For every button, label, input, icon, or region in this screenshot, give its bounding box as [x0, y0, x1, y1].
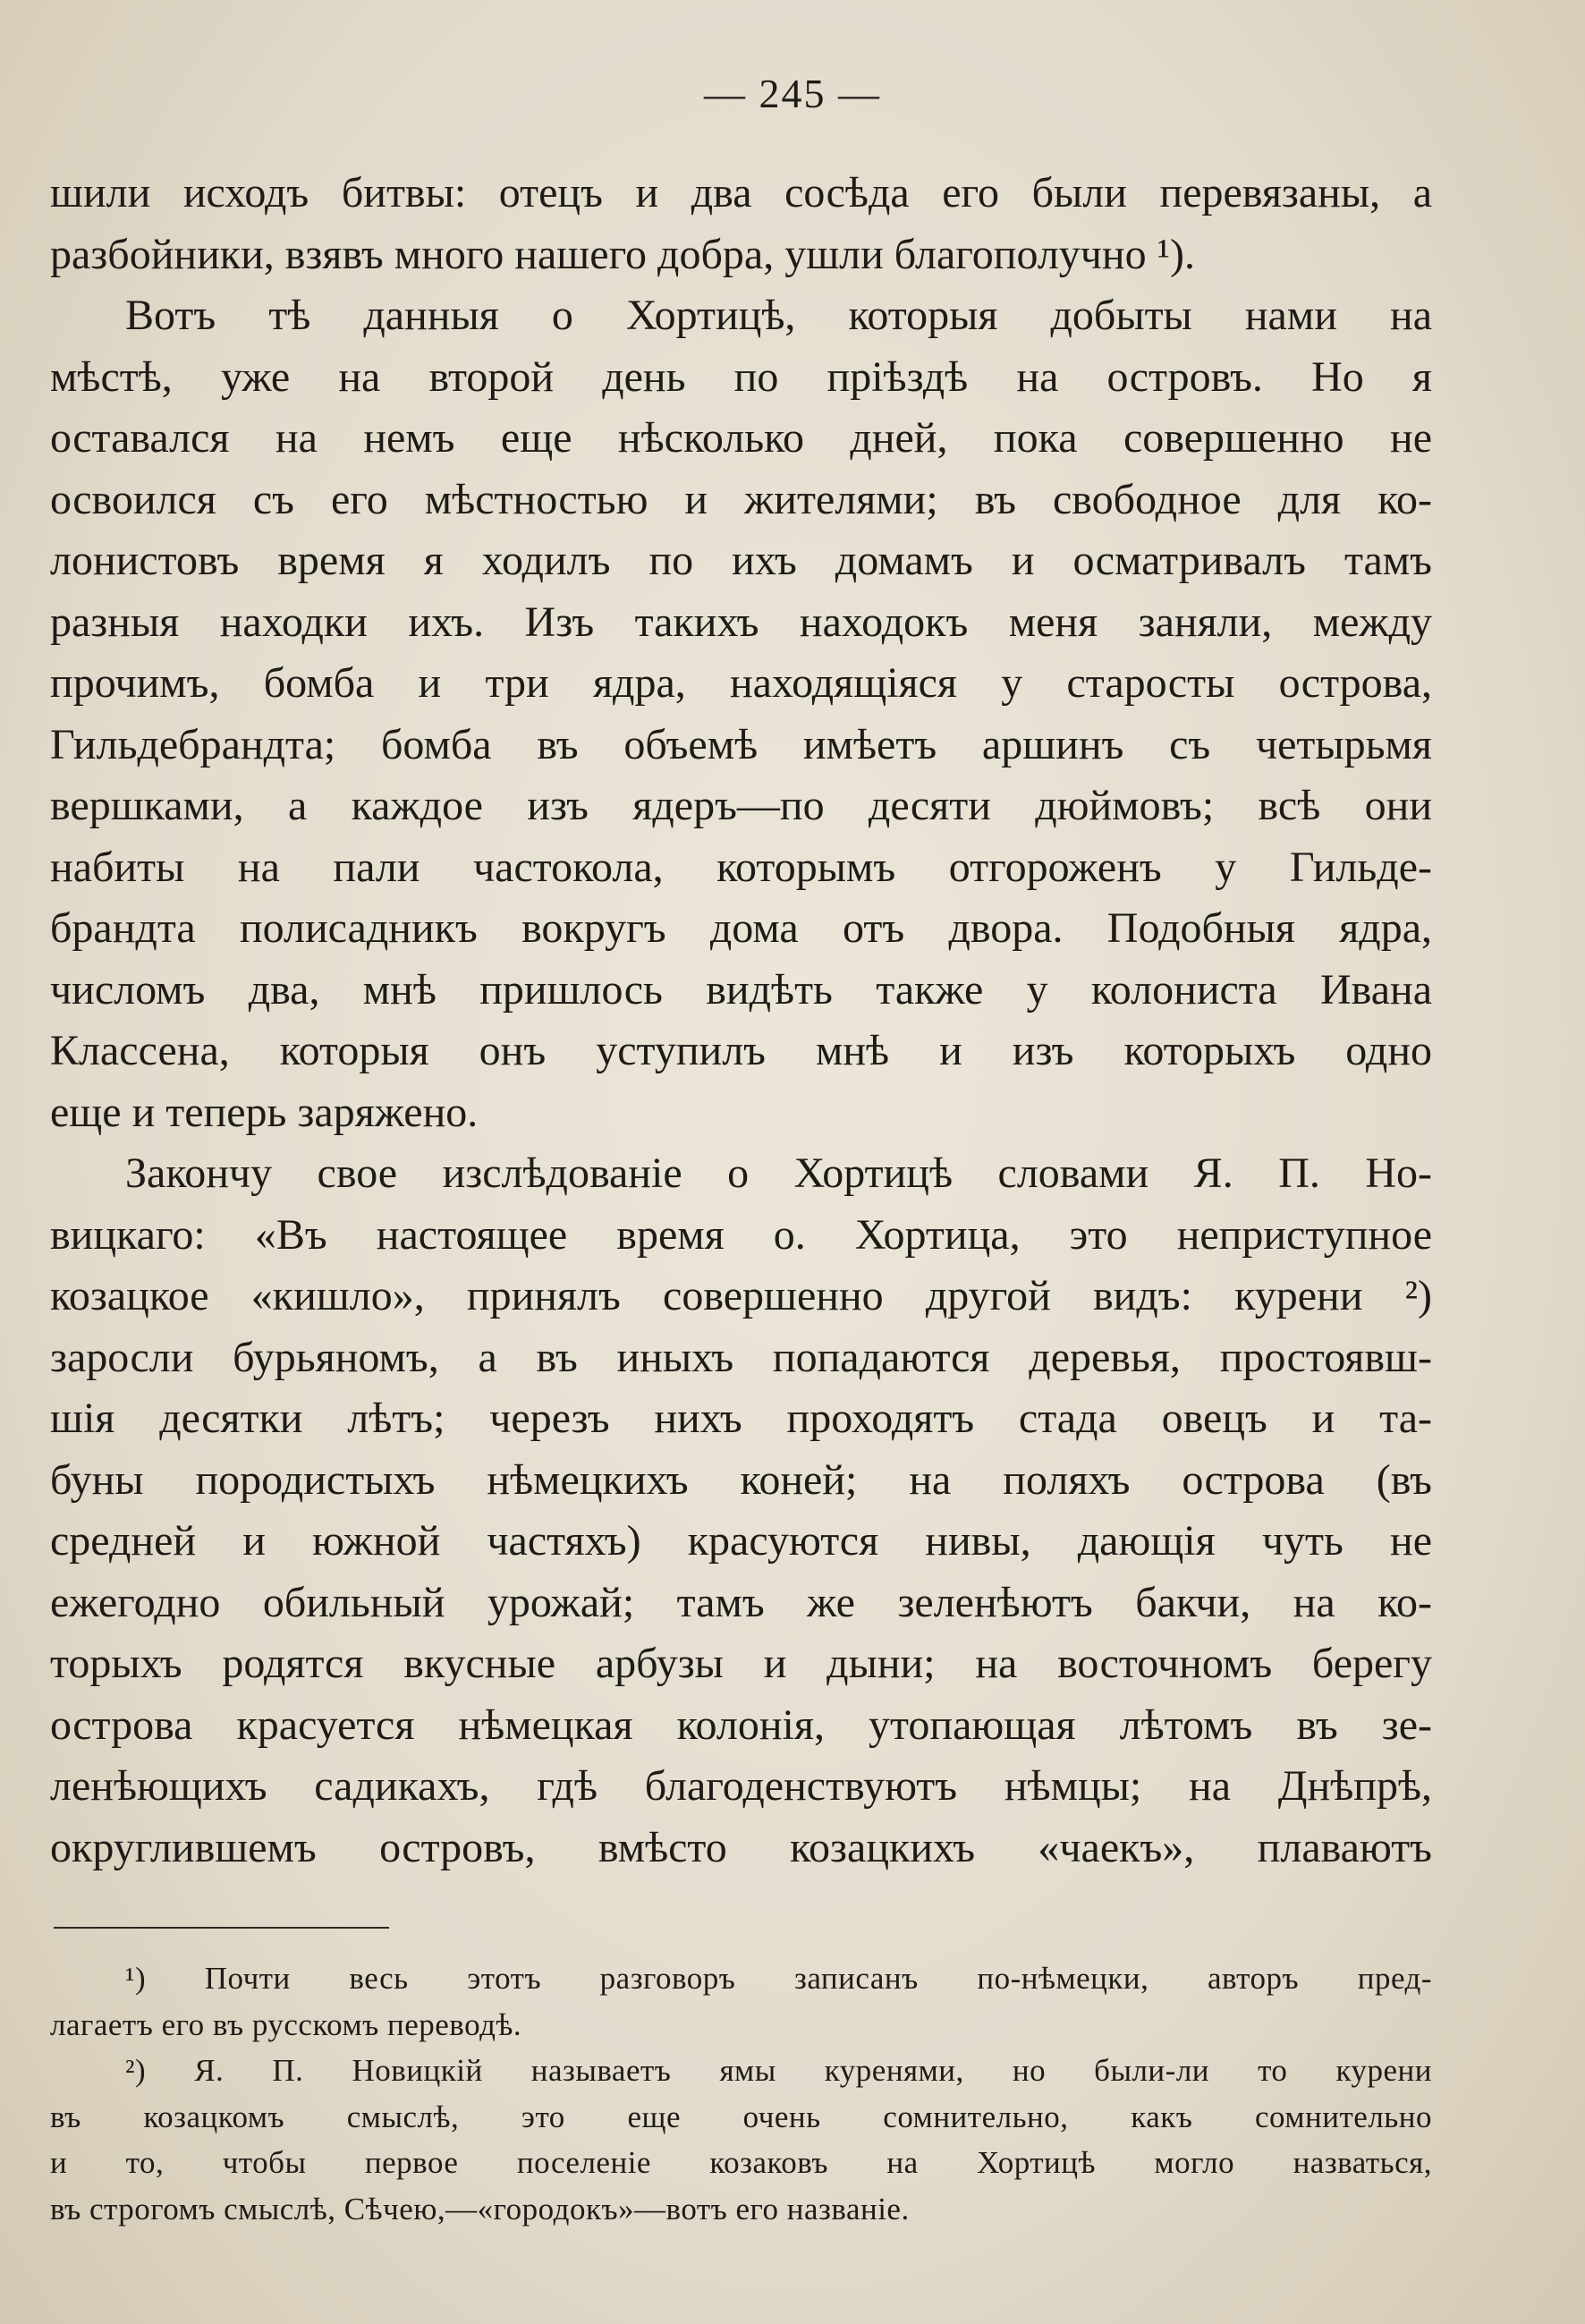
text-line: вершками, а каждое изъ ядеръ—по десяти дюймовъ; всѣ они [50, 782, 1432, 829]
text-line: брандта полисадникъ вокругъ дома отъ двора. Подобныя ядра, [50, 904, 1432, 952]
text-line: еще и теперь заряжено. [50, 1088, 479, 1136]
text-line: набиты на пали частокола, которымъ отгороженъ у Гильде- [50, 843, 1432, 891]
footnote-line: лагаетъ его въ русскомъ переводѣ. [50, 2006, 522, 2042]
footnote-line: въ строгомъ смыслѣ, Сѣчею,—«городокъ»—вотъ его названіе. [50, 2191, 910, 2226]
text-line: заросли бурьяномъ, а въ иныхъ попадаются деревья, простоявш- [50, 1333, 1432, 1381]
text-line: шія десятки лѣтъ; черезъ нихъ проходятъ стада овецъ и та- [50, 1395, 1432, 1442]
footnote-line: ²) Я. П. Новицкій называетъ ямы куренями, но были-ли то курени [125, 2053, 1432, 2088]
text-line: шили исходъ битвы: отецъ и два сосѣда его были перевязаны, а [50, 169, 1432, 216]
footnote-line: въ козацкомъ смыслѣ, это еще очень сомнительно, какъ сомнительно [50, 2099, 1432, 2134]
page-number: — 245 — [704, 71, 881, 116]
text-line: Гильдебрандта; бомба въ объемѣ имѣетъ аршинъ съ четырьмя [50, 720, 1432, 768]
text-line: лонистовъ время я ходилъ по ихъ домамъ и осматривалъ тамъ [50, 537, 1432, 584]
text-line: козацкое «кишло», принялъ совершенно другой видъ: курени ²) [50, 1272, 1432, 1319]
text-line: разныя находки ихъ. Изъ такихъ находокъ меня заняли, между [50, 598, 1432, 646]
text-line: ленѣющихъ садикахъ, гдѣ благоденствуютъ нѣмцы; на Днѣпрѣ, [50, 1762, 1432, 1810]
text-line: острова красуется нѣмецкая колонія, утопающая лѣтомъ въ зе- [50, 1701, 1432, 1749]
text-line: округлившемъ островъ, вмѣсто козацкихъ «чаекъ», плаваютъ [50, 1823, 1432, 1871]
text-line: Закончу свое изслѣдованіе о Хортицѣ словами Я. П. Но- [125, 1149, 1432, 1197]
text-line: прочимъ, бомба и три ядра, находящіяся у старосты острова, [50, 659, 1432, 707]
text-line: вицкаго: «Въ настоящее время о. Хортица, это неприступное [50, 1210, 1432, 1259]
text-line: мѣстѣ, уже на второй день по пріѣздѣ на островъ. Но я [50, 352, 1432, 401]
footnote-line: ¹) Почти весь этотъ разговоръ записанъ по-нѣмецки, авторъ пред- [125, 1961, 1432, 1996]
text-line: числомъ два, мнѣ пришлось видѣть также у колониста Ивана [50, 965, 1432, 1014]
footnote-divider [54, 1927, 389, 1929]
text-line: средней и южной частяхъ) красуются нивы, дающія чуть не [50, 1517, 1432, 1565]
text-line: оставался на немъ еще нѣсколько дней, пока совершенно не [50, 414, 1432, 462]
text-line: разбойники, взявъ много нашего добра, ушли благополучно ¹). [50, 230, 1195, 278]
footnote-line: и то, чтобы первое поселеніе козаковъ на Хортицѣ могло назваться, [50, 2145, 1432, 2180]
text-line: ежегодно обильный урожай; тамъ же зеленѣютъ бакчи, на ко- [50, 1578, 1432, 1626]
text-line: торыхъ родятся вкусные арбузы и дыни; на восточномъ берегу [50, 1640, 1432, 1687]
text-line: Вотъ тѣ данныя о Хортицѣ, которыя добыты нами на [125, 292, 1432, 339]
footnotes [50, 1955, 1432, 2232]
text-line: Классена, которыя онъ уступилъ мнѣ и изъ которыхъ одно [50, 1027, 1432, 1074]
text-line: буны породистыхъ нѣмецкихъ коней; на поляхъ острова (въ [50, 1455, 1432, 1504]
body-text [50, 163, 1432, 1879]
text-line: освоился съ его мѣстностью и жителями; въ свободное для ко- [50, 475, 1432, 523]
